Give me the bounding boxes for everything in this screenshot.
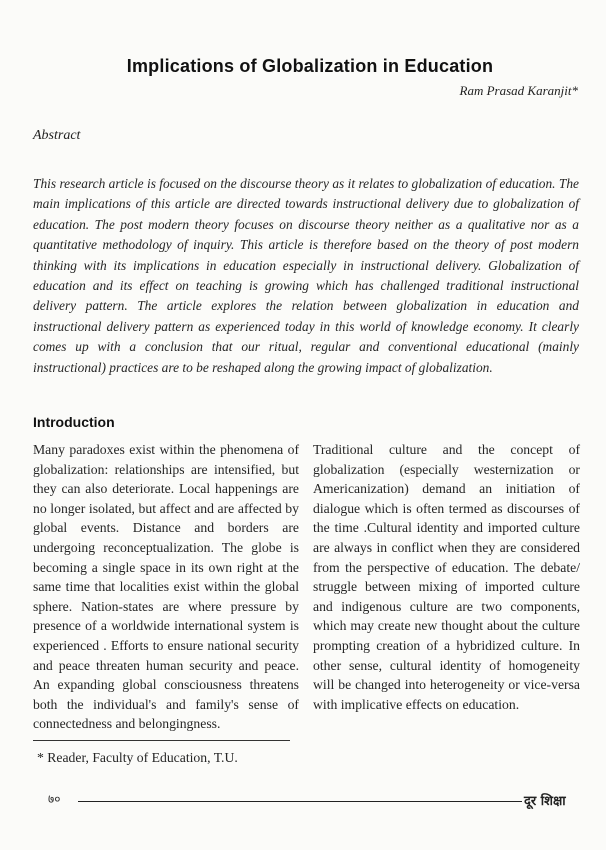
- article-author: Ram Prasad Karanjit*: [459, 83, 578, 98]
- introduction-right-column: Traditional culture and the concept of globalization (especially westernization or Americanization) demand an initiation of dialogue which is often termed as discourses of the time .Cultural identity and imported culture are always in conflict when they are considered from the perspective of education. The debate/ struggle between mixing of imported culture and indigenous culture are two components, which may create new thought about the culture prompting creation of a hybridized culture. In other sense, cultural identity of homogeneity will be changed into heterogeneity or vice-versa with implicative effects on education.: [313, 442, 580, 712]
- article-title: Implications of Globalization in Education: [126, 56, 494, 76]
- footer-divider: [78, 801, 522, 802]
- introduction-left-column: Many paradoxes exist within the phenomena of globalization: relationships are intensified, but they can also deteriorate. Local happenings are no longer isolated, but affect and are affected by global events. Distance and borders are undergoing reconceptualization. The globe is becoming a single space in its own right at the same time that localities exist within the global sphere. Nation-states are where pressure by presence of a worldwide international system is experienced . Efforts to ensure national security and peace threaten human security and peace. An expanding global consciousness threatens both the individual's and family's sense of connectedness and belongingness.: [33, 442, 299, 732]
- abstract-heading: Abstract: [33, 128, 81, 143]
- footnote-divider: [33, 740, 290, 741]
- journal-name: दूर शिक्षा: [524, 794, 566, 809]
- author-footnote: * Reader, Faculty of Education, T.U.: [37, 750, 238, 765]
- abstract-text: This research article is focused on the discourse theory as it relates to globalization of education. The main implications of this article are directed towards instructional delivery due to globalization of education. The post modern theory focuses on discourse theory neither as a qualitative nor as a quantitative methodology of inquiry. This article is therefore based on the theory of post modern thinking with its implications in education especially in instructional delivery. Globalization of education and its effect on teaching is growing which has challenged traditional instructional delivery pattern. The article explores the relation between globalization in education and instructional delivery pattern as experienced today in this world of knowledge economy. It clearly comes up with a conclusion that our ritual, regular and conventional educational (mainly instructional) practices are to be reshaped along the growing impact of globalization.: [33, 176, 579, 375]
- page-number: ७०: [48, 792, 61, 806]
- introduction-heading: Introduction: [33, 414, 115, 430]
